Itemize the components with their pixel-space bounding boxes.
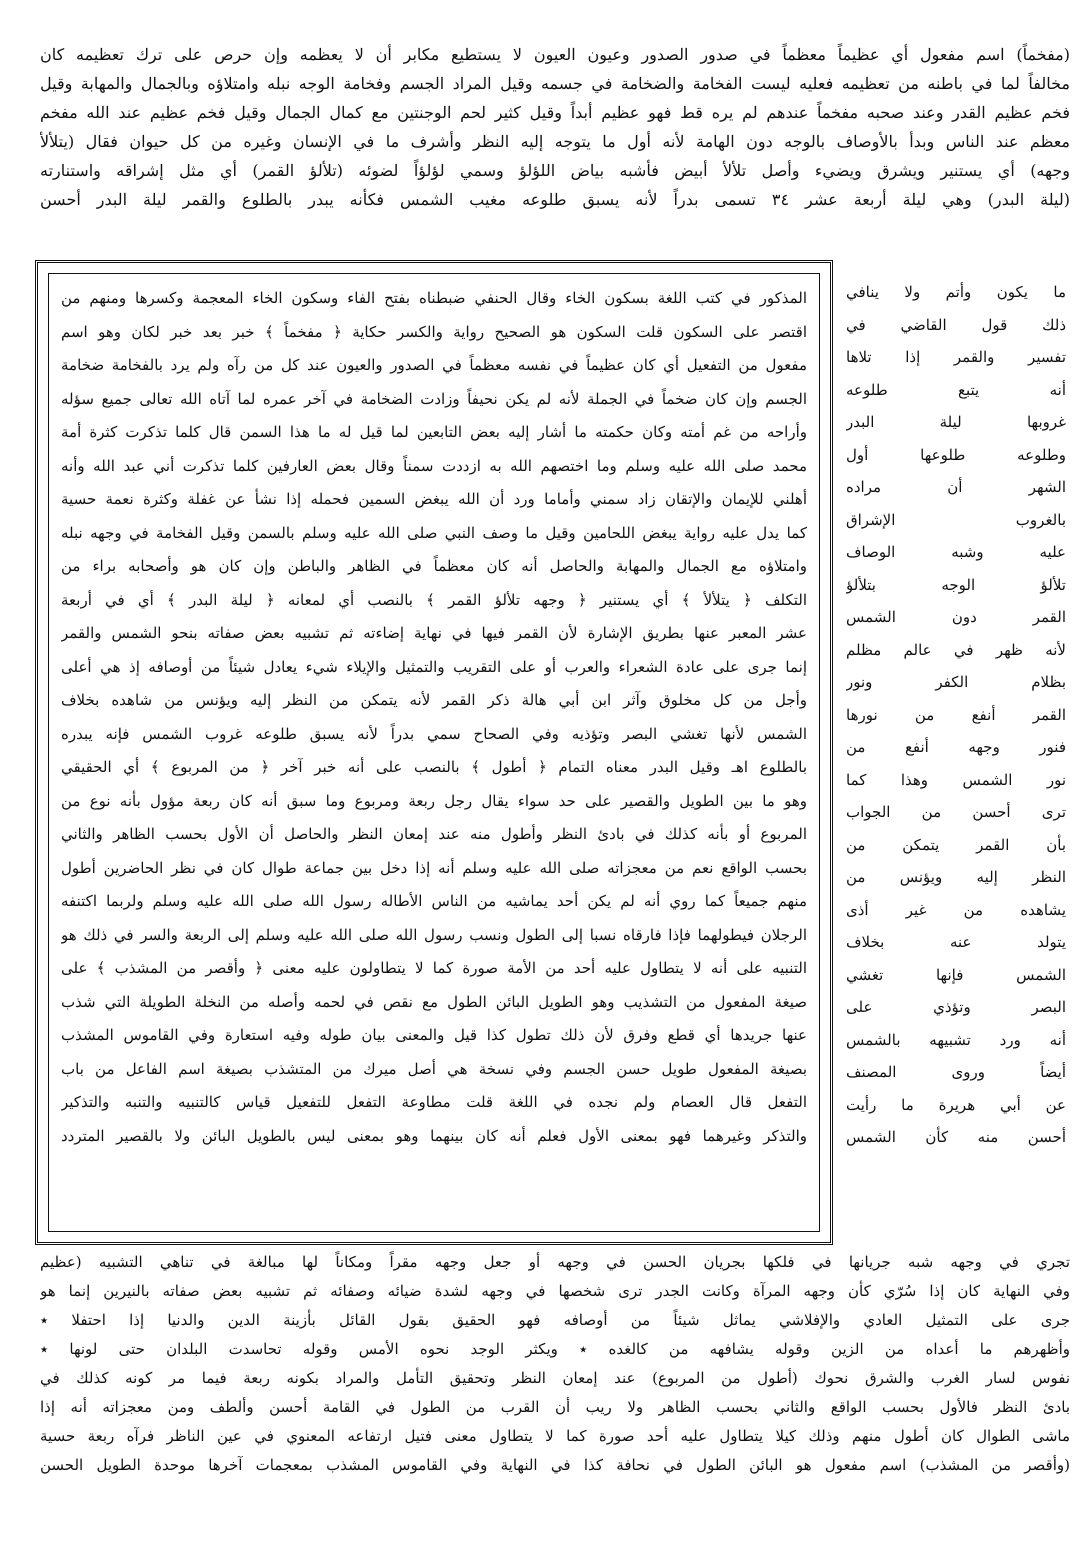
main-line: وهو ما بين الطويل والقصير على حد سواء يقال رجل ربعة ومربوع وما سبق أنه كان ربعة مؤول بأنه نوع من (61, 791, 807, 810)
margin-line: البصر وتؤذي على (846, 998, 1066, 1016)
bottom-line: جرى على التمثيل العادي والإفلاشي يماثل شيئاً من أوصافه فهو الحقيق بقول القائل بأزينة الدين والدنيا إذا احتفلا ٭ (40, 1311, 1070, 1329)
main-line: اقتصر على السكون قلت السكون هو الصحيح رواية والكسر حكاية ﴿ مفخماً ﴾ خبر بعد خبر لكان وهو اسم (61, 322, 807, 341)
main-line: صيغة المفعول من التشذيب وهو الطويل البائن الطول مع نقص في لحمه وأصله من النخلة الطويلة التي شذب (61, 992, 807, 1011)
top-line: فخم عظيم القدر وعند صحبه مفخماً عندهم لم يره قط فهو عظيم أبداً وقيل كثير لحم الوجنتين مع كمال الجمال وقيل فخم عظيم عند الله مفخم (40, 103, 1070, 122)
margin-line: بالغروب الإشراق (846, 510, 1066, 529)
bottom-line: (وأقصر من المشذب) اسم مفعول هو البائن الطول في نحافة كذا في النهاية وفي القاموس المشذب بمعجمات آخرها موحدة الطويل الحسن (40, 1456, 1070, 1474)
margin-line: يشاهده من غير أذى (846, 900, 1066, 919)
margin-line: تفسير والقمر إذا تلاها (846, 348, 1066, 366)
margin-line: نور الشمس وهذا كما (846, 770, 1066, 789)
margin-line: لأنه ظهر في عالم مظلم (846, 640, 1066, 659)
margin-line: أيضاً وروى المصنف (846, 1063, 1066, 1081)
main-line: المربوع أو بأنه كذلك في بادئ النظر وأطول منه عند إمعان النظر والحاصل أن الأول بحسب الظاهر والثاني (61, 825, 807, 843)
top-line: (مفخماً) اسم مفعول أي عظيماً معظماً في صدور الصدور وعيون العيون لا يستطيع مكابر أن لا يعظمه وإن حرص على ترك تعظيمه كان (40, 45, 1070, 64)
margin-commentary (846, 276, 1066, 1246)
margin-line: ما يكون وأتم ولا ينافي (846, 283, 1066, 301)
main-line: بالطلوع اهـ وقيل البدر معناه التمام ﴿ أطول ﴾ بالنصب على أنه خبر آخر ﴿ من المربوع ﴾ أي الحقيقي (61, 758, 807, 776)
main-line: التكلف ﴿ يتلألأ ﴾ أي يستنير ﴿ وجهه تلألؤ القمر ﴾ بالنصب أي لمعانه ﴿ ليلة البدر ﴾ أي في أربعة (61, 590, 807, 609)
main-line: عنها جريدها أي قطع وفرق لأن ذلك تطول كذا قيل والمعنى بيان طوله وفيه استعارة وفي القاموس المشذب (61, 1026, 807, 1044)
top-line: وجهه) أي يستنير ويشرق ويضيء وأصل تلألأ أبيض فأشبه بياض اللؤلؤ وسمي لؤلؤاً لضوئه (تلألؤ القمر) أي مثل إشراقه واستنارته (40, 161, 1070, 180)
margin-line: عن أبي هريرة ما رأيت (846, 1095, 1066, 1114)
top-commentary (40, 40, 1070, 280)
main-line: التنبيه على أنه لا يتطاول عليه أحد من الأمة صورة كما لا يتطاولون عليه معنى ﴿ وأقصر من المشذب ﴾ على (61, 959, 807, 977)
main-line: وأجل من كل مخلوق وآثر ابن أبي هالة ذكر القمر لأنه يتمكن من النظر إليه ويؤنس من شاهده بخلاف (61, 691, 807, 709)
main-line: المذكور في كتب اللغة بسكون الخاء وقال الحنفي ضبطناه بفتح الفاء وسكون الخاء المعجمة وكسرها ومنهم من (61, 289, 807, 307)
main-line: إنما جرى على عادة الشعراء والعرب أو على التقريب والتمثيل والإيلاء شيء يعادل شيئاً من أوصافه إذ هي أعلى (61, 657, 807, 676)
main-line: الجسم وإن كان ضخماً في الجملة لأنه لم يكن نحيفاً وزادت الضخامة في آخر عمره لما آتاه الله تعالى جميع سؤله (61, 389, 807, 408)
bottom-line: وفي النهاية كان إذا سُرّي كأن وجهه المرآة وكانت الجدر ترى شخصها في وجهه لشدة ضيائه وصفائه ثم تشبيه بعض صفاته بالنيرين إنما هو (40, 1282, 1070, 1300)
margin-line: أنه ورد تشبيهه بالشمس (846, 1030, 1066, 1049)
margin-line: غروبها ليلة البدر (846, 413, 1066, 431)
bottom-commentary (40, 1248, 1070, 1548)
main-line: محمد صلى الله عليه وسلم وما اختصهم الله به ازددت سمناً وقال بعض العارفين كلما تذكرت أني عبد الله وأنه (61, 456, 807, 475)
margin-line: الشهر أن مراده (846, 478, 1066, 496)
margin-line: ترى أحسن من الجواب (846, 803, 1066, 821)
margin-line: عليه وشبه الوصاف (846, 543, 1066, 561)
margin-line: فنور وجهه أنفع من (846, 738, 1066, 756)
main-line: أهلني للإيمان والإتقان زاد سمني وأماما ورد أن الله يبغض السمين فحمله إذا نشأ عن غفلة وكثرة نعمة حسية (61, 490, 807, 508)
bottom-line: ماشى الطوال كان أطول منهم وذلك كيلا يتطاول عليه أحد صورة كما لا يتطاول معنى فتيل ارتفاعه المعنوي في عين الناظر فرآه ربعة حسية (40, 1427, 1070, 1445)
margin-line: القمر دون الشمس (846, 608, 1066, 626)
main-line: وامتلاؤه مع الجمال والمهابة والحاصل أنه كان معظماً في الظاهر والباطن وإن كان هو وأصحابه براء من (61, 557, 807, 575)
margin-line: النظر إليه ويؤنس من (846, 868, 1066, 886)
margin-line: بظلام الكفر ونور (846, 673, 1066, 691)
main-line: عشر المعبر عنها بطريق الإشارة لأن القمر فيها في نهاية إضاءته ثم تشبيه بعض صفاته بنحو الشمس والقمر (61, 624, 807, 642)
bottom-line: تجري في وجهه شبه جريانها في فلكها بجريان الحسن في وجهه أو جعل وجهه مقراً ومكاناً لها مبالغة في تناهي التشبيه (عظيم (40, 1253, 1070, 1271)
main-line: كما يدل عليه رواية يبغض اللحامين وقيل ما وصف النبي صلى الله عليه وسلم بالسمن وقيل الفخامة في وجهه نبله (61, 523, 807, 542)
main-text-block (48, 273, 820, 1232)
main-line: التفعل قال العصام ولم نجده في اللغة قلت مطاوعة التفعل للتفعيل قياس كالتنبيه والتنبه والتذكير (61, 1093, 807, 1111)
main-line: والتذكر وغيرهما فهو بمعنى الأول فعلم أنه كان بينهما وهو بمعنى ليس بالطويل البائن ولا بالقصير المتردد (61, 1126, 807, 1145)
margin-line: يتولد عنه بخلاف (846, 933, 1066, 951)
margin-line: أحسن منه كأن الشمس (846, 1128, 1066, 1146)
top-line: معظم عند الناس وبدأ بالأوصاف بالوجه دون الهامة لأنه أول ما يتوجه إليه النظر وأشرف ما في الإنسان وغيره من كل حيوان فقال (يتلألأ (40, 132, 1070, 151)
main-line: بحسب الواقع نعم من معجزاته صلى الله عليه وسلم أنه إذا دخل بين جماعة طوال كان في نظر الحاضرين أطول (61, 858, 807, 877)
main-line: وأراحه من غم أمته وكان حكمته ما أشار إليه بعض التابعين لما قيل له ما هذا السمن قال كلما تذكرت كثرة أمة (61, 423, 807, 441)
margin-line: تلألؤ الوجه بتلألؤ (846, 575, 1066, 594)
margin-line: ذلك قول القاضي في (846, 315, 1066, 334)
bottom-line: وأظهرهم ما أعداه من الزين وقوله يشافهه من كالغده ٭ ويكثر الوجد نحوه الأمس وقوله تحاسدت البلدان حتى لونها ٭ (40, 1340, 1070, 1358)
margin-line: أنه يتبع طلوعه (846, 380, 1066, 399)
margin-line: الشمس فإنها تغشي (846, 965, 1066, 984)
main-line: منهم جميعاً كما روي أنه لم يكن أحد يماشيه من الناس الأطاله رسول الله صلى الله عليه وسلم ولربما اكتنفه (61, 892, 807, 910)
top-line-with-page-number: (ليلة البدر) وهي ليلة أربعة عشر ٣٤ تسمى بدراً لأنه يسبق طلوعه مغيب الشمس فكأنه يبدر بالطلوع والقمر ليلة البدر أحسن (40, 190, 1070, 209)
main-line: مفعول من التفعيل أي كان عظيماً في نفسه معظماً في الصدور والعيون عند كل من رآه ولم يرد بالفخامة ضخامة (61, 356, 807, 374)
main-line: الرجلان فيطولهما فإذا فارقاه نسبا إلى الطول ونسب رسول الله صلى الله عليه وسلم إلى الربعة والسر في ذلك هو (61, 925, 807, 944)
top-line: مخالفاً لما في باطنه من تعظيمه فعليه ليست الفخامة والضخامة في جسمه وقيل المراد الجسم وفخامة الوجه نبله وامتلاؤه وبالجمال والمهابة وقيل (40, 74, 1070, 93)
margin-line: وطلوعه طلوعها أول (846, 445, 1066, 464)
main-line: الشمس لأنها تغشي البصر وتؤذيه وفي الصحاح سمي بدراً لأنه يسبق طلوعه غروب الشمس فإنه يبدره (61, 724, 807, 743)
bottom-line: بادئ النظر فالأول بحسب الواقع والثاني بحسب الظاهر ولا ريب أن القرب من الطول في القامة أحسن وألطف ومن معجزاته أنه إذا (40, 1398, 1070, 1416)
bottom-line: نفوس لسار الغرب والشرق نحوك (أطول من المربوع) عند إمعان النظر وتحقيق التأمل والمراد بكونه ربعة فيما مر كونه كذلك في (40, 1369, 1070, 1387)
margin-line: القمر أنفع من نورها (846, 705, 1066, 724)
main-line: بصيغة المفعول طويل حسن الجسم وفي نسخة هي أصل ميرك من المتشذب بصيغة اسم الفاعل من باب (61, 1059, 807, 1078)
margin-line: بأن القمر يتمكن من (846, 835, 1066, 854)
